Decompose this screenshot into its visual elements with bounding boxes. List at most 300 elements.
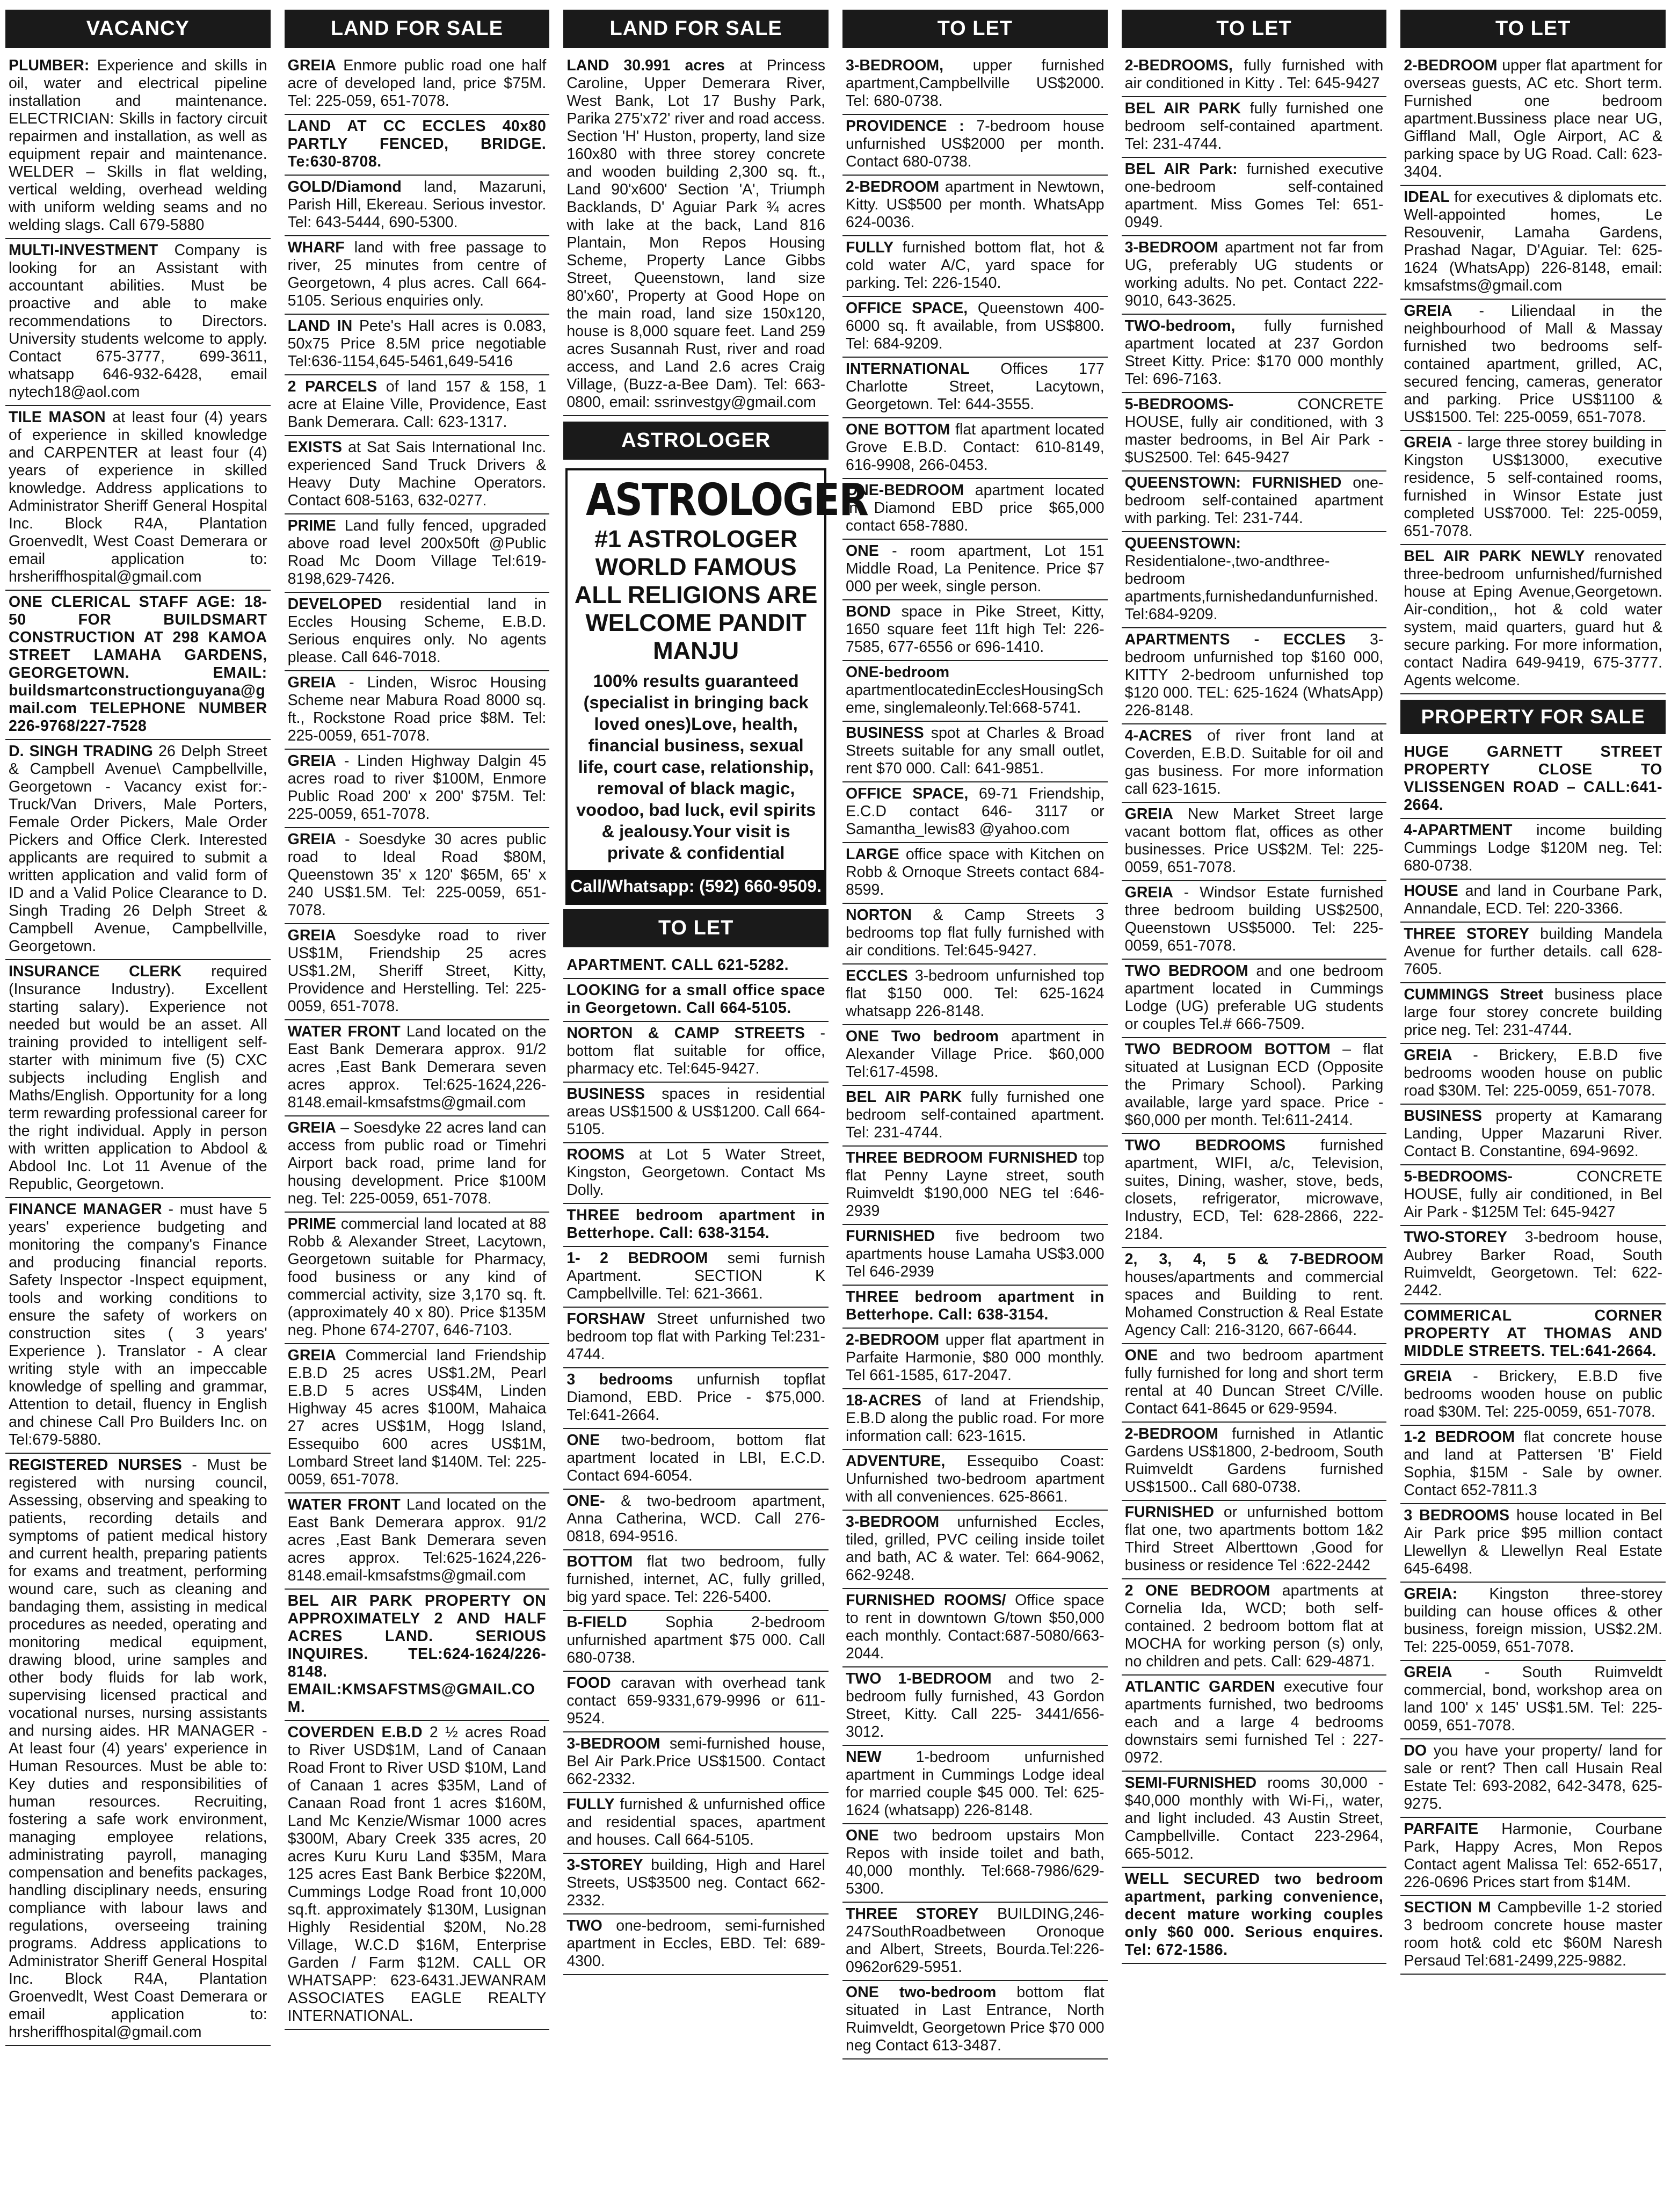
ad-text: business place large four storey concrete building price neg. Tel: 231-4744. [1404,986,1662,1039]
classified-ad [842,540,1108,600]
ad-text: CONCRETE HOUSE, fully air conditioned, with 3 master bedrooms, in Bel Air Park - $US2500. Tel: 645-9427 [1124,396,1384,466]
classified-ad [563,1732,829,1793]
classified-ad [285,828,550,924]
classified-ad [285,1116,550,1213]
ad-text: spaces in residential areas US$1500 & US$1200. Call 664-5105. [566,1085,825,1138]
ad-keyword: LAND 30.991 acres [566,57,725,74]
ad-text: flat apartment located Grove E.B.D. Contact: 610-8149, 616-9908, 266-0453. [845,421,1105,474]
ad-keyword: ONE [845,1827,879,1844]
classified-ad [1122,532,1387,628]
classified-ad [563,1368,829,1429]
section-header-property-for-sale: PROPERTY FOR SALE [1400,700,1666,734]
ad-keyword: WHARF [287,239,345,256]
ad-text: 26 Delph Street & Campbell Avenue\ Campbellville, Georgetown - Vacancy exist for:-Truck/Van Drivers, Male Porters, Female Order Pickers, Male Order Pickers and Office Clerk. Interested applicants are required to submit a written application and valid form of ID and a Valid Police Clearance to D. Singh Trading 26 Delph Street & Campbell Avenue, Campbellville, Georgetown. [9,743,267,955]
classified-ad [1122,1248,1387,1344]
ad-text: one-bedroom, semi-furnished apartment in Eccles, EBD. Tel: 689-4300. [566,1917,825,1970]
classified-ad [842,236,1108,297]
classified-ad [5,239,271,406]
ad-text: Sophia 2-bedroom unfurnished apartment $75 000. Call 680-0738. [566,1614,825,1666]
ad-keyword: COMMERICAL CORNER PROPERTY AT THOMAS AND MIDDLE STREETS. TEL:641-2664. [1404,1307,1662,1360]
ad-keyword: ONE two-bedroom [845,1984,997,2001]
ad-text: for executives & diplomats etc. Well-appointed homes, Le Resouvenir, Lamaha Gardens, Prashad Nagar, D'Aguiar. Tel: 625-1624 (WhatsApp) 226-8148, email: kmsafstms@gmail.com [1404,188,1662,294]
ad-keyword: APARTMENT. CALL 621-5282. [566,956,789,974]
ads-list [563,954,829,1975]
classified-ad [1122,1134,1387,1248]
ads-list [842,54,1108,2059]
ad-text: at least four (4) years of experience in skilled knowledge and CARPENTER at least four (4) years of experience in skilled knowledge. Address applications to Administrator Sheriff General Hospital Inc. Block R4A, Plantation Groenvedlt, West Coast Demerara or email application to: hrsheriffhospital@gmail.com [9,409,267,585]
classified-ad [1122,1676,1387,1772]
ad-keyword: LAND IN [287,317,353,335]
classified-ad [563,1247,829,1308]
classified-ad [842,782,1108,843]
classified-ad [5,406,271,591]
ads-list [1400,741,1666,1975]
classified-ad [1122,803,1387,881]
classified-ad [285,1344,550,1493]
ads-list [5,54,271,2046]
classified-ad [1400,1504,1666,1583]
ad-text: at Lot 5 Water Street, Kingston, Georgetown. Contact Ms Dolly. [566,1146,825,1199]
ad-keyword: NORTON & CAMP STREETS [566,1025,805,1042]
ad-text: furnished in Atlantic Gardens US$1800, 2-bedroom, South Ruimveldt Gardens furnished US$1500.. Call 680-0738. [1124,1425,1384,1496]
classified-ad [842,964,1108,1025]
classified-ad [285,54,550,115]
classified-ad [1122,54,1387,97]
classified-ad [842,1667,1108,1746]
ad-text: Offices 177 Charlotte Street, Lacytown, Georgetown. Tel: 644-3555. [845,360,1105,413]
section-header-to-let: TO LET [842,10,1108,48]
classified-ad [842,1329,1108,1389]
classified-ad [842,1286,1108,1329]
ad-text: furnished executive one-bedroom self-contained apartment. Miss Gomes Tel: 651-0949. [1124,161,1384,231]
classified-ad [842,1147,1108,1225]
ad-keyword: FURNISHED [1124,1504,1214,1521]
ad-keyword: 4-APARTMENT [1404,822,1513,839]
ad-text: two bedroom upstairs Mon Repos with inside toilet and bath, 40,000 monthly. Tel:668-7986/629-5300. [845,1827,1105,1897]
ad-text: unfurnished Eccles, tiled, grilled, PVC ceiling inside toilet and bath, AC & water. Tel: 664-9062, 662-9248. [845,1513,1105,1584]
classified-ad [285,115,550,176]
classified-ad [842,1981,1108,2059]
ad-text: property at Kamarang Landing, Upper Mazaruni River. Contact B. Constantine, 694-9692. [1404,1107,1662,1160]
classified-ad [1400,1583,1666,1661]
classified-ad [842,1086,1108,1147]
ad-text: furnished & unfurnished office and residential spaces, apartment and houses. Call 664-5105. [566,1796,825,1848]
ad-text: renovated three-bedroom unfurnished/furnished house at Eping Avenue,Georgetown. Air-condition,, hot & cold water system, maid quarters, guard hut & secure parking. For more information, contact Nadira 649-9419, 675-3777. Agents welcome. [1404,548,1662,689]
ad-keyword: FOOD [566,1674,611,1692]
ad-keyword: 3-BEDROOM [845,1513,940,1531]
classified-ad [842,176,1108,236]
ad-keyword: ONE [845,542,879,560]
classified-ad [285,671,550,750]
ad-keyword: TWO-STOREY [1404,1229,1507,1246]
ad-keyword: ONE Two bedroom [845,1028,999,1045]
classified-ad [285,315,550,375]
ad-keyword: WATER FRONT [287,1496,401,1513]
ad-keyword: LOOKING for a small office space in Georgetown. Call 664-5105. [566,982,825,1017]
classified-ad [1122,960,1387,1038]
ad-text: Land located on the East Bank Demerara approx. 91/2 acres ,East Bank Demerara seven acres approx. Tel:625-1624,226-8148.email-kmsafstms@gmail.com [287,1496,547,1584]
ad-text: - Linden, Wisroc Housing Scheme near Mabura Road 8000 sq. ft., Rockstone Road price $8M. Tel: 225-0059, 651-7078. [287,674,547,744]
ad-keyword: 1-2 BEDROOM [1404,1428,1515,1446]
classified-ad [5,960,271,1198]
ad-text: 3-bedroom unfurnished top $160 000, KITTY 2-bedroom unfurnished top $120 000. TEL: 625-1624 (WhatsApp) 226-8148. [1124,631,1384,719]
ad-text: income building Cummings Lodge $120M neg. Tel: 680-0738. [1404,822,1662,874]
ads-list [1122,54,1387,1964]
classified-ad [1122,1423,1387,1501]
ad-keyword: WELL SECURED two bedroom apartment, parking convenience, decent mature working couples only $60 000. Serious enquires. Tel: 672-1586. [1124,1870,1384,1959]
classified-ad [1400,1818,1666,1896]
classified-ad [1122,1038,1387,1134]
ad-keyword: GREIA [1404,1368,1452,1385]
ad-keyword: FULLY [845,239,894,256]
ad-keyword: BEL AIR PARK [845,1089,962,1106]
ad-text: 2 ½ acres Road to River USD$1M, Land of Canaan Road Front to River USD $10M, Land of Canaan 1 acres $35M, Land of Canaan Road front 1 acres $160M, Land Mc Kenzie/Wismar 1000 acres $300M, Abary Creek 335 acres, 20 acres Kuru Kuru Land $35M, Mara 125 acres East Bank Berbice $220M, Cummings Lodge Road front 10,000 sq.ft. approximately $130M, Lusignan Highly Residential $20M, No.28 Village, W.C.D $16M, Enterprise Garden / Farm $12M. CALL OR WHATSAPP: 623-6431.JEWANRAM ASSOCIATES EAGLE REALTY INTERNATIONAL. [287,1724,547,2025]
ad-keyword: D. SINGH TRADING [9,743,153,760]
ad-text: Commercial land Friendship E.B.D 25 acres US$1.2M, Pearl E.B.D 5 acres US$4M, Linden Highway 45 acres $100M, Mahaica 27 acres US$1M, Hogg Island, Essequibo 600 acres US$1M, Lombard Street land $140M. Tel: 225-0059, 651-7078. [287,1347,547,1488]
ad-keyword: BEL AIR PARK [1124,100,1241,117]
ad-keyword: OFFICE SPACE, [845,300,968,317]
ad-keyword: FORSHAW [566,1310,645,1328]
ad-text: apartmentlocatedinEcclesHousingScheme, singlemaleonly.Tel:668-5741. [845,681,1104,716]
ad-keyword: TWO BEDROOMS [1124,1137,1286,1154]
ad-keyword: OFFICE SPACE, [845,785,969,802]
classified-ad [5,1454,271,2046]
classified-ad [1122,1868,1387,1964]
ad-text: Street unfurnished two bedroom top flat with Parking Tel:231-4744. [566,1310,825,1363]
classified-ad [563,1204,829,1247]
ad-text: Essequibo Coast: Unfurnished two-bedroom apartment with all conveniences. 625-8661. [845,1453,1105,1505]
ad-text: building, High and Harel Streets, US$3500 neg. Contact 662-2332. [566,1856,825,1909]
classified-ad [285,436,550,514]
classified-ad [1400,1365,1666,1426]
classified-ad [842,600,1108,661]
ad-text: office space with Kitchen on Robb & Ornoque Streets contact 684-8599. [845,846,1105,898]
classified-ad [563,1672,829,1732]
ad-text: Harmonie, Courbane Park, Happy Acres, Mon Repos Contact agent Malissa Tel: 652-6517, 226-0696 Prices start from $14M. [1404,1821,1662,1891]
ad-keyword: SEMI-FURNISHED [1124,1774,1257,1792]
ad-keyword: GREIA [1404,1664,1452,1681]
ad-text: Soesdyke road to river US$1M, Friendship 25 acres US$1.2M, Sheriff Street, Kitty, Providence and Herstelling. Tel: 225-0059, 651-7078. [287,927,547,1015]
classified-ad [1400,431,1666,545]
ad-keyword: IDEAL [1404,188,1450,206]
ad-text: - room apartment, Lot 151 Middle Road, La Penitence. Price $7 000 per week, single person. [845,542,1105,595]
ad-text: house located in Bel Air Park price $95 million contact Llewellyn & Llewellyn Real Estate 645-6498. [1404,1507,1662,1577]
classified-ad [842,54,1108,115]
ad-text: Experience and skills in oil, water and electrical pipeline installation and maintenance. ELECTRICIAN: Skills in factory circuit repairmen and installation, as well as equipment repair and maintenance. WELDER – Skills in flat welding, vertical welding, overhead welding with uniform welding seams and no welding slags. Call 679-5880 [9,57,267,234]
classified-ad [285,593,550,671]
ad-keyword: PRIME [287,1215,336,1232]
ad-text: unfurnish topflat Diamond, EBD. Price - $75,000. Tel:641-2664. [566,1371,825,1424]
ad-keyword: ONE [566,1432,600,1449]
classified-ad [1400,1426,1666,1504]
classified-ad [285,176,550,236]
classified-ad [842,1511,1108,1589]
column-to-let-1 [842,10,1108,2212]
ad-keyword: GREIA [287,1347,336,1364]
classified-ad [842,1450,1108,1511]
classified-ad [842,1903,1108,1981]
ad-keyword: QUEENSTOWN: FURNISHED [1124,474,1342,491]
ad-text: upper flat apartment for overseas guests, AC etc. Short term. Furnished one bedroom apartment.Bussiness place near UG, Giffland Mall, Ogle Airport, AC & parking space by UG Road. Call: 623-3404. [1404,57,1662,180]
ad-keyword: 3-BEDROOM [1124,239,1218,256]
ad-text: – flat situated at Lusignan ECD (Opposite the Primary School). Parking available, large yard space. Price - $60,000 per month. Tel:611-2414. [1124,1041,1384,1129]
classified-ad [285,1721,550,2030]
ad-text: and two bedroom apartment fully furnished for long and short term rental at 40 Duncan Street C/Ville. Contact 641-8645 or 629-9594. [1124,1347,1384,1417]
ad-text: and two 2-bedroom fully furnished, 43 Gordon Street, Kitty. Call 225- 3441/656-3012. [845,1670,1105,1740]
ad-keyword: INSURANCE CLERK [9,963,182,980]
classified-ad [285,1020,550,1116]
classified-ad [563,954,829,979]
ad-text: apartment in Alexander Village Price. $60,000 Tel:617-4598. [845,1028,1105,1080]
ad-keyword: GREIA [1124,884,1173,901]
classified-ad [5,740,271,960]
classified-ad [1400,1739,1666,1818]
classified-ad [1400,880,1666,923]
ad-text: Company is looking for an Assistant with accountant abilities. Must be proactive and able to make recommendations to Directors. University students welcome to apply. Contact 675-3777, 699-3611, whatsapp 646-932-6428, email nytech18@aol.com [9,242,267,401]
classified-ad [285,1590,550,1721]
ad-keyword: BEL AIR Park: [1124,161,1238,178]
ads-list [1400,54,1666,694]
ad-text: two-bedroom, bottom flat apartment located in LBI, E.C.D. Contact 694-6054. [566,1432,825,1484]
classified-ad [842,115,1108,176]
ad-text: 1-bedroom unfurnished apartment in Cummings Lodge ideal for married couple $45 000. Tel: 625-1624 (whatsapp) 226-8148. [845,1749,1105,1819]
ad-text: or unfurnished bottom flat one, two apartments bottom 1&2 Third Street Alberttown ,Good for business or residence Tel :622-2442 [1124,1504,1384,1574]
ad-keyword: ONE [1124,1347,1158,1364]
ad-keyword: GREIA [287,927,336,944]
section-header-vacancy: VACANCY [5,10,271,48]
ad-text: furnished apartment, WIFI, a/c, Television, suites, Dining, washer, stove, beds, closets, refrigerator, microwave, Industry, ECD, Tel: 628-2866, 222-2184. [1124,1137,1384,1243]
classified-ad [1122,393,1387,472]
ad-keyword: 3-STOREY [566,1856,643,1874]
classified-ad [1122,315,1387,393]
astrologer-subtitle: #1 ASTROLOGER WORLD FAMOUS ALL RELIGIONS ARE WELCOME PANDIT MANJU [574,525,818,664]
ad-keyword: APARTMENTS - ECCLES [1124,631,1346,648]
section-header-astrologer: ASTROLOGER [563,422,829,460]
classified-ad [1122,881,1387,960]
ad-text: – Soesdyke 22 acres land can access from public road or Timehri Airport back road, prime land for housing development. Price $100M neg. Tel: 225-0059, 651-7078. [287,1119,547,1207]
ad-keyword: CUMMINGS Street [1404,986,1544,1003]
section-header-to-let: TO LET [1122,10,1387,48]
ad-text: semi-furnished house, Bel Air Park.Price US$1500. Contact 662-2332. [566,1735,825,1788]
ad-keyword: GREIA [287,752,336,770]
classified-ad [842,1824,1108,1903]
ad-keyword: THREE bedroom apartment in Betterhope. Call: 638-3154. [845,1288,1105,1323]
ad-keyword: 2-BEDROOM [845,178,940,195]
ad-text: of land at Friendship, E.B.D along the public road. For more information call: 623-1615. [845,1392,1105,1445]
ad-keyword: NEW [845,1749,882,1766]
ad-text: Land located on the East Bank Demerara approx. 91/2 acres ,East Bank Demerara seven acres approx. Tel:625-1624,226-8148.email-kmsafstms@gmail.com [287,1023,547,1111]
classified-ad [5,591,271,740]
ad-keyword: BOTTOM [566,1553,633,1570]
classified-ad [1122,724,1387,803]
ad-text: BUILDING,246-247SouthRoadbetween Oronoque and Albert, Streets, Bourda.Tel:226-0962or629-5951. [845,1905,1105,1976]
ad-text: five bedroom two apartments house Lamaha US$3.000 Tel 646-2939 [845,1228,1105,1280]
ad-text: land with free passage to river, 25 minutes from centre of Georgetown, 4 plus acres. Call 664-5105. Serious enquiries only. [287,239,547,309]
ad-text: - Brickery, E.B.D five bedrooms wooden house on public road $30M. Tel: 225-0059, 651-7078. [1404,1368,1662,1420]
ad-keyword: B-FIELD [566,1614,627,1631]
ad-text: Pete's Hall acres is 0.083, 50x75 Price 8.5M price negotiable Tel:636-1154,645-5461,649-5416 [287,317,547,370]
ad-keyword: 2-BEDROOM [1404,57,1498,74]
ad-keyword: REGISTERED NURSES [9,1456,182,1474]
classified-ad [1400,300,1666,431]
classified-ad [563,1083,829,1143]
ad-text: 3-bedroom unfurnished top flat $150 000. Tel: 625-1624 whatsapp 226-8148. [845,967,1105,1020]
ad-keyword: LARGE [845,846,899,863]
ad-text: space in Pike Street, Kitty, 1650 square feet 11ft high Tel: 226-7585, 677-6556 or 696-1410. [845,603,1105,656]
ad-keyword: ONE-bedroom [845,664,950,681]
classified-ad [842,1225,1108,1286]
ad-keyword: BEL AIR PARK NEWLY [1404,548,1585,565]
ad-keyword: BEL AIR PARK PROPERTY ON APPROXIMATELY 2 AND HALF ACRES LAND. SERIOUS INQUIRES. TEL:624-1624/226-8148. EMAIL:KMSAFSTMS@GMAIL.COM. [287,1592,547,1716]
classified-ad [1122,1501,1387,1579]
classified-ad [842,843,1108,904]
ad-text: upper flat apartment in Parfaite Harmonie, $80 000 monthly. Tel 661-1585, 617-2047. [845,1331,1105,1384]
ad-keyword: THREE bedroom apartment in Betterhope. Call: 638-3154. [566,1207,825,1242]
classified-ad [1400,983,1666,1044]
ad-keyword: ROOMS [566,1146,624,1163]
ad-text: apartment in Newtown, Kitty. US$500 per month. WhatsApp 624-0036. [845,178,1105,231]
classified-ad [842,904,1108,964]
ad-keyword: INTERNATIONAL [845,360,970,378]
section-header-land-for-sale: LAND FOR SALE [285,10,550,48]
ads-list [285,54,550,2030]
ad-text: Campbeville 1-2 storied 3 bedroom concrete house master room hot& cold etc $60M Naresh Persaud Tel:681-2499,225-9882. [1404,1899,1662,1969]
classified-ad [563,1429,829,1490]
ad-keyword: 2-BEDROOMS, [1124,57,1233,74]
ad-text: CONCRETE HOUSE, fully air conditioned, in Bel Air Park - $125M Tel: 645-9427 [1404,1168,1662,1221]
ad-keyword: ONE CLERICAL STAFF AGE: 18-50 FOR BUILDSMART CONSTRUCTION AT 298 KAMOA STREET LAMAHA GARDENS, GEORGETOWN. EMAIL: buildsmartconstructionguyana@gmail.com TELEPHONE NUMBER 226-9768/227-7528 [9,593,267,735]
ad-keyword: GREIA [287,1119,336,1136]
ad-text: Office space to rent in downtown G/town $50,000 each monthly. Contact:687-5080/663-2044. [845,1592,1105,1662]
ad-keyword: 2-BEDROOM [845,1331,940,1348]
classified-ad [1400,741,1666,819]
ad-keyword: COVERDEN E.B.D [287,1724,423,1741]
ad-text: required (Insurance Industry). Excellent starting salary). Experience not needed but would be an asset. All training provided to intelligent self-starter with minimum five (5) CXC subjects including English and Maths/English. Opportunity for a long term rewarding professional career for the right individual. Apply in person with written application to Abdool & Abdool Inc. Lot 11 Avenue of the Republic, Georgetown. [9,963,267,1193]
classified-ad [1400,186,1666,300]
ad-keyword: ATLANTIC GARDEN [1124,1678,1275,1695]
ad-text: fully furnished one bedroom self-contained apartment. Tel: 231-4744. [1124,100,1384,153]
classified-ad [842,1589,1108,1667]
classified-ad [842,661,1108,722]
ad-keyword: SECTION M [1404,1899,1491,1916]
ad-keyword: PLUMBER: [9,57,90,74]
ad-keyword: ECCLES [845,967,908,984]
ad-keyword: ONE- [566,1492,605,1510]
classified-ad [563,1793,829,1854]
ad-text: you have your property/ land for sale or rent? Then call Husain Real Estate Tel: 693-2082, 642-3478, 625-9275. [1404,1742,1662,1812]
classified-ad [1400,1044,1666,1105]
column-land-for-sale-1 [285,10,550,2212]
classified-ad [5,1198,271,1454]
astrologer-body: 100% results guaranteed (specialist in bringing back loved ones)Love, health, financial business, sexual life, court case, relationship, removal of black magic, voodoo, bad luck, evil spirits & jealousy.Your visit is private & confidential [576,671,816,862]
ad-text: caravan with overhead tank contact 659-9331,679-9996 or 611-9524. [566,1674,825,1727]
classified-ad [842,722,1108,782]
ad-text: - must have 5 years' experience budgeting and monitoring the company's Finance and producing financial reports. Safety Inspector -Inspect equipment, tools and working conditions to ensure the safety of workers on construction sites ( 3 years' Experience ). Translator - A clear writing style with an impeccable knowledge of spelling and grammar, Attention to detail, fluency in English and chinese Call Pro Builders Inc. on Tel:679-5880. [9,1201,267,1448]
section-header-to-let: TO LET [563,909,829,947]
ad-text: one-bedroom self-contained apartment with parking. Tel: 231-744. [1124,474,1384,527]
ad-keyword: 2 PARCELS [287,378,377,395]
ad-keyword: TWO BEDROOM BOTTOM [1124,1041,1331,1058]
ad-keyword: TILE MASON [9,409,106,426]
classified-ad [563,1143,829,1204]
ad-keyword: EXISTS [287,439,343,456]
ad-keyword: GREIA [287,57,336,74]
classified-ad [1122,1344,1387,1423]
ad-text: & Camp Streets 3 bedrooms top flat fully furnished with air conditions. Tel:645-9427. [845,906,1105,959]
ad-keyword: WATER FRONT [287,1023,401,1040]
ad-keyword: 3-BEDROOM, [845,57,944,74]
ad-keyword: PARFAITE [1404,1821,1479,1838]
classified-ad [285,750,550,828]
ad-text: commercial land located at 88 Robb & Alexander Street, Lacytown, Georgetown suitable for Pharmacy, food business or any kind of commercial activity, size 3,170 sq. ft. (approximately 40 x 80). Price $135M neg. Phone 674-2707, 646-7103. [287,1215,547,1339]
ad-text: flat concrete house and land at Pattersen 'B' Field Sophia, $15M - Sale by owner. Contact 652-7811.3 [1404,1428,1662,1499]
ad-keyword: 2, 3, 4, 5 & 7-BEDROOM [1124,1251,1384,1268]
ad-keyword: GREIA [1404,302,1452,320]
ad-text: - Soesdyke 30 acres public road to Ideal Road $80M, Queenstown 35' x 120' $65M, 65' x 240 US$1.5M. Tel: 225-0059, 651-7078. [287,831,547,919]
ad-text: upper furnished apartment,Campbellville US$2000. Tel: 680-0738. [845,57,1105,110]
ad-text: fully furnished one bedroom self-contained apartment. Tel: 231-4744. [845,1089,1105,1141]
ad-keyword: LAND AT CC ECCLES 40x80 PARTLY FENCED, BRIDGE. Te:630-8708. [287,118,547,170]
ad-text: - Linden Highway Dalgin 45 acres road to river $100M, Enmore Public Road 200' x 200' $75M. Tel: 225-0059, 651-7078. [287,752,547,823]
ad-keyword: THREE BEDROOM FURNISHED [845,1149,1078,1166]
classified-ad [842,297,1108,358]
classified-ad [285,514,550,593]
ad-keyword: TWO-bedroom, [1124,317,1236,335]
classified-ad [842,1746,1108,1824]
ad-text: Residentialone-,two-andthree-bedroom apartments,furnishedandunfurnished.Tel:684-9209. [1124,553,1378,623]
ads-list [563,54,829,416]
classified-ad [1400,1105,1666,1165]
ad-keyword: QUEENSTOWN: [1124,535,1241,552]
column-vacancy [5,10,271,2212]
ad-text: rooms 30,000 - $40,000 monthly with Wi-Fi,, water, and light included. 43 Austin Street, Campbellville. Contact 223-2964, 665-5012. [1124,1774,1384,1862]
classified-ad [285,1213,550,1344]
classified-ad [1122,1579,1387,1676]
ad-text: - South Ruimveldt commercial, bond, workshop area on land 100' x 145' US$1.5M. Tel: 225-0059, 651-7078. [1404,1664,1662,1734]
ad-keyword: BUSINESS [1404,1107,1483,1125]
ad-keyword: ADVENTURE, [845,1453,946,1470]
ad-text: New Market Street large vacant bottom flat, offices as other businesses. Price US$2M. Tel: 225-0059, 651-7078. [1124,806,1384,876]
ad-keyword: 18-ACRES [845,1392,921,1409]
classified-ad [563,979,829,1022]
ad-text: Enmore public road one half acre of developed land, price $75M. Tel: 225-059, 651-7078. [287,57,547,110]
ad-keyword: FURNISHED [845,1228,935,1245]
ad-keyword: NORTON [845,906,912,924]
ad-keyword: GREIA [287,831,336,848]
ad-text: at Sat Sais International Inc. experienced Sand Truck Drivers & Heavy Duty Machine Operators. Contact 608-5163, 632-0277. [287,439,547,509]
ad-text: 7-bedroom house unfurnished US$2000 per month. Contact 680-0738. [845,118,1105,170]
ad-text: - bottom flat suitable for office, pharmacy etc. Tel:645-9427. [566,1025,825,1077]
astrologer-phone: Call/Whatsapp: (592) 660-9509. [568,870,824,903]
astrologer-title: ASTROLOGER [586,475,868,526]
ad-keyword: 3 BEDROOMS [1404,1507,1510,1524]
ad-keyword: 2-BEDROOM [1124,1425,1218,1442]
classified-ad [563,54,829,416]
classified-ad [1400,1226,1666,1304]
ad-text: flat two bedroom, fully furnished, internet, AC, fully grilled, big yard space. Tel: 226-5400. [566,1553,825,1606]
ad-text: land, Mazaruni, Parish Hill, Ekereau. Serious investor. Tel: 643-5444, 690-5300. [287,178,547,231]
ad-keyword: 5-BEDROOMS- [1124,396,1234,413]
ad-text: fully furnished apartment located at 237 Gordon Street Kitty. Price: $170 000 monthly Tel: 696-7163. [1124,317,1384,388]
classified-ad [1400,54,1666,186]
classified-ad [1122,628,1387,724]
ad-text: top flat Penny Layne street, south Ruimveldt $190,000 NEG tel :646-2939 [845,1149,1105,1220]
ad-text: - Liliendaal in the neighbourhood of Mall & Massay furnished two bedrooms self-contained apartment, grilled, AC, secured fencing, cameras, generator and parking. Price US$1100 & US$1500. Tel: 225-0059, 651-7078. [1404,302,1662,426]
ad-keyword: TWO BEDROOM [1124,962,1248,980]
classified-ad [1122,1772,1387,1868]
ad-text: of river front land at Coverden, E.B.D. Suitable for oil and gas business. For more information call 623-1615. [1124,727,1384,797]
classified-ad [1400,819,1666,880]
